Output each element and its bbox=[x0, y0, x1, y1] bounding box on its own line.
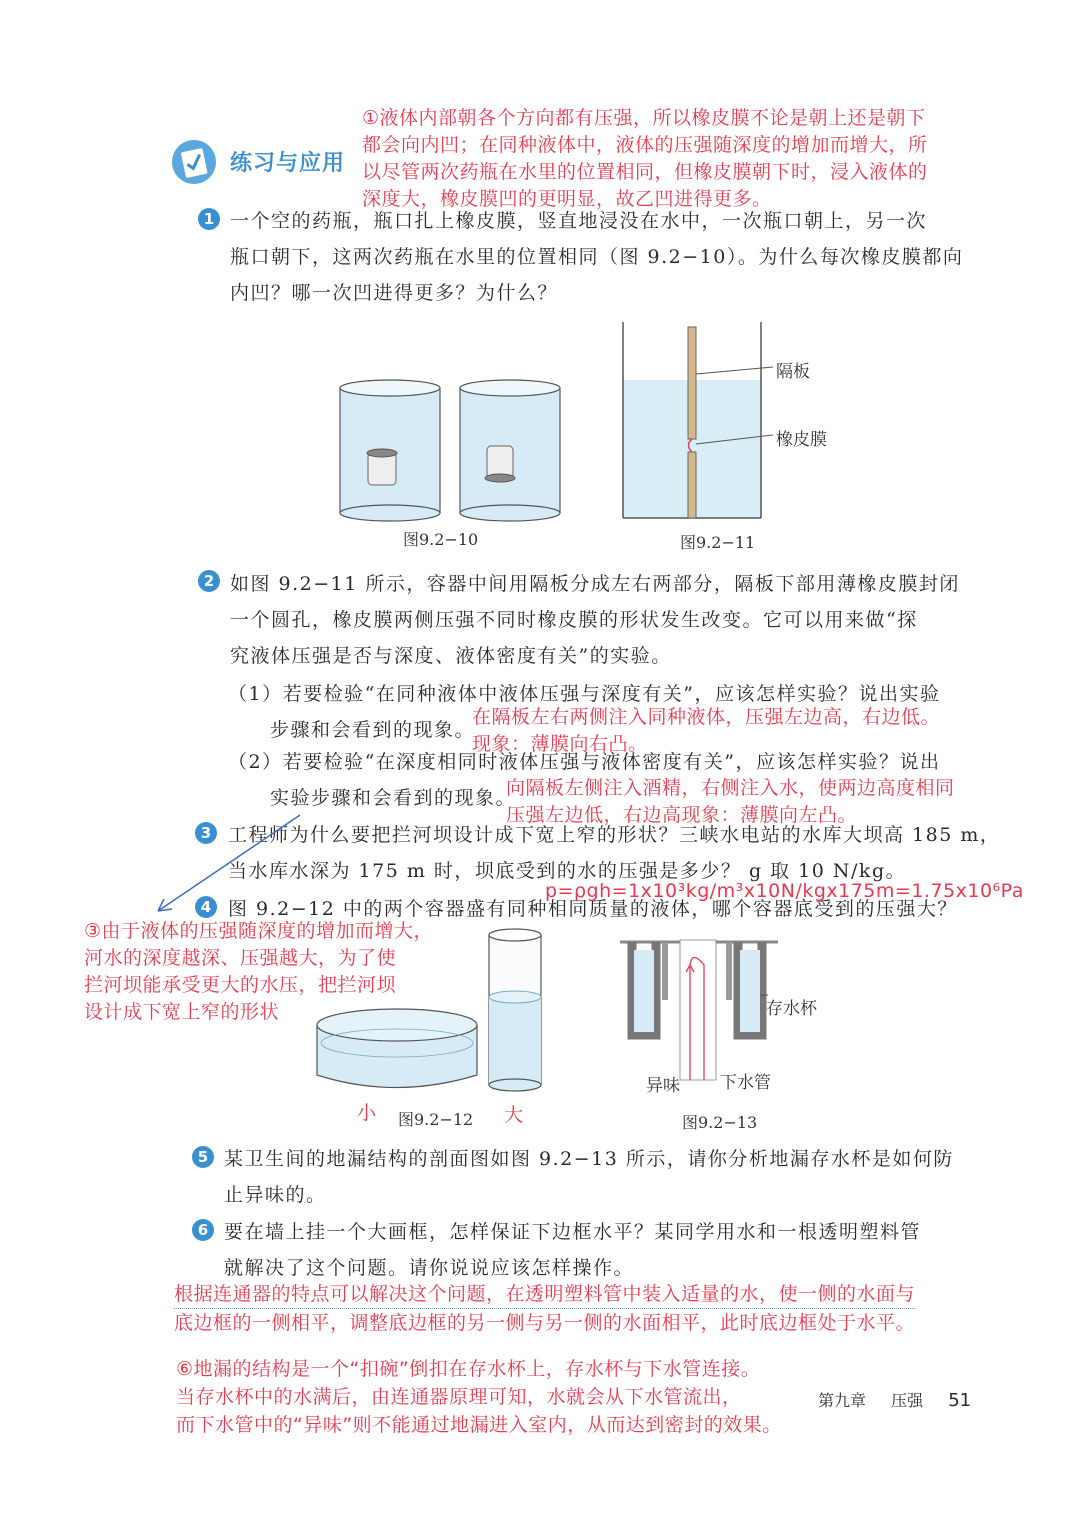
note-3: ③由于液体的压强随深度的增加而增大， 河水的深度越深、压强越大，为了使 拦河坝能承受更大的水压，把拦河坝 设计成下宽上窄的形状 bbox=[84, 920, 434, 1023]
label-odor: 异味 bbox=[646, 1076, 680, 1096]
answer-3-formula: p=ρgh=1x10³kg/m³x10N/kgx175m=1.75x10⁶Pa bbox=[545, 880, 1024, 902]
page-number: 51 bbox=[948, 1390, 972, 1411]
question-6: 要在墙上挂一个大画框，怎样保证下边框水平？某同学用水和一根透明塑料管 就解决了这个问题。请你说说应该怎样操作。 bbox=[224, 1221, 922, 1279]
annotation-arrow bbox=[150, 815, 350, 935]
label-large: 大 bbox=[504, 1104, 524, 1126]
question-2-sub-2: （2）若要检验“在深度相同时液体压强与液体密度有关”，应该怎样实验？说出 实验步骤和会看到的现象。 bbox=[228, 751, 941, 809]
clipboard-check-icon bbox=[170, 138, 218, 186]
label-drain-pipe: 下水管 bbox=[720, 1073, 771, 1093]
question-2-number: 2 bbox=[198, 570, 220, 592]
answer-2-1: 在隔板左右两侧注入同种液体，压强左边高，右边低。 现象：薄膜向右凸。 bbox=[472, 706, 941, 755]
answer-6: 根据连通器的特点可以解决这个问题，在透明塑料管中装入适量的水，使一侧的水面与 底边框的一侧相平，调整底边框的另一侧与另一侧的水面相平，此时底边框处于水平。 bbox=[174, 1280, 915, 1337]
note-6: ⑥地漏的结构是一个“扣碗”倒扣在存水杯上，存水杯与下水管连接。 当存水杯中的水满后，由连通器原理可知，水就会从下水管流出， 而下水管中的“异味”则不能通过地漏进入室内，从而达到密封的效果。 bbox=[176, 1358, 782, 1436]
figure-9-2-13 bbox=[620, 940, 780, 1080]
figure-9-2-10 bbox=[335, 358, 575, 518]
question-2-sub-1: （1）若要检验“在同种液体中液体压强与深度有关”，应该怎样实验？说出实验 步骤和会看到的现象。 bbox=[228, 683, 941, 741]
note-1: ①液体内部朝各个方向都有压强，所以橡皮膜不论是朝上还是朝下 都会向内凹；在同种液体中，液体的压强随深度的增加而增大，所 以尽管两次药瓶在水里的位置相同，但橡皮膜朝下时，浸入液体的 深度大，橡皮膜凹的更明显，故乙凹进得更多。 bbox=[362, 107, 928, 210]
question-5-number: 5 bbox=[192, 1146, 214, 1168]
label-partition: 隔板 bbox=[776, 362, 810, 382]
figure-9-2-12-caption: 图9.2−12 bbox=[398, 1110, 474, 1129]
label-water-cup: 存水杯 bbox=[766, 999, 817, 1019]
beaker-left bbox=[340, 380, 440, 521]
question-5: 某卫生间的地漏结构的剖面图如图 9.2−13 所示，请你分析地漏存水杯是如何防 止异味的。 bbox=[224, 1148, 954, 1206]
tall-cylinder bbox=[489, 929, 541, 1091]
question-1-number: 1 bbox=[198, 208, 220, 230]
wide-dish bbox=[317, 1009, 477, 1088]
label-membrane: 橡皮膜 bbox=[776, 430, 827, 450]
figure-9-2-13-caption: 图9.2−13 bbox=[682, 1113, 758, 1132]
answer-2-2: 向隔板左侧注入酒精，右侧注入水，使两边高度相同 压强左边低，右边高现象：薄膜向左凸。 bbox=[506, 777, 955, 826]
figure-9-2-12 bbox=[312, 925, 572, 1095]
figure-9-2-11-caption: 图9.2−11 bbox=[680, 533, 756, 552]
figure-9-2-11 bbox=[623, 322, 773, 522]
question-3: 工程师为什么要把拦河坝设计成下宽上窄的形状？三峡水电站的水库大坝高 185 m， 当水库水深为 175 m 时，坝底受到的水的压强是多少？ g 取 10 N/kg。 bbox=[228, 824, 1001, 882]
footer-chapter: 第九章 bbox=[818, 1391, 867, 1410]
question-4-number: 4 bbox=[195, 896, 217, 918]
question-2: 如图 9.2−11 所示，容器中间用隔板分成左右两部分，隔板下部用薄橡皮膜封闭 一个圆孔，橡皮膜两侧压强不同时橡皮膜的形状发生改变。它可以用来做“探 究液体压强是否与深度、液体密度有关”的实验。 bbox=[230, 573, 960, 667]
label-small: 小 bbox=[357, 1102, 377, 1124]
section-icon bbox=[170, 138, 218, 186]
page-footer bbox=[818, 1388, 971, 1411]
question-3-number: 3 bbox=[195, 822, 217, 844]
figure-9-2-10-caption: 图9.2−10 bbox=[403, 530, 479, 549]
section-title: 练习与应用 bbox=[230, 151, 346, 176]
question-6-number: 6 bbox=[192, 1219, 214, 1241]
question-1: 一个空的药瓶，瓶口扎上橡皮膜，竖直地浸没在水中，一次瓶口朝上，另一次 瓶口朝下，这两次药瓶在水里的位置相同（图 9.2−10）。为什么每次橡皮膜都向 内凹？哪一次凹进得更多？为什么？ bbox=[230, 210, 964, 304]
question-4: 图 9.2−12 中的两个容器盛有同种相同质量的液体，哪个容器底受到的压强大？ bbox=[228, 898, 958, 920]
beaker-right bbox=[460, 380, 560, 521]
footer-topic: 压强 bbox=[891, 1391, 924, 1410]
